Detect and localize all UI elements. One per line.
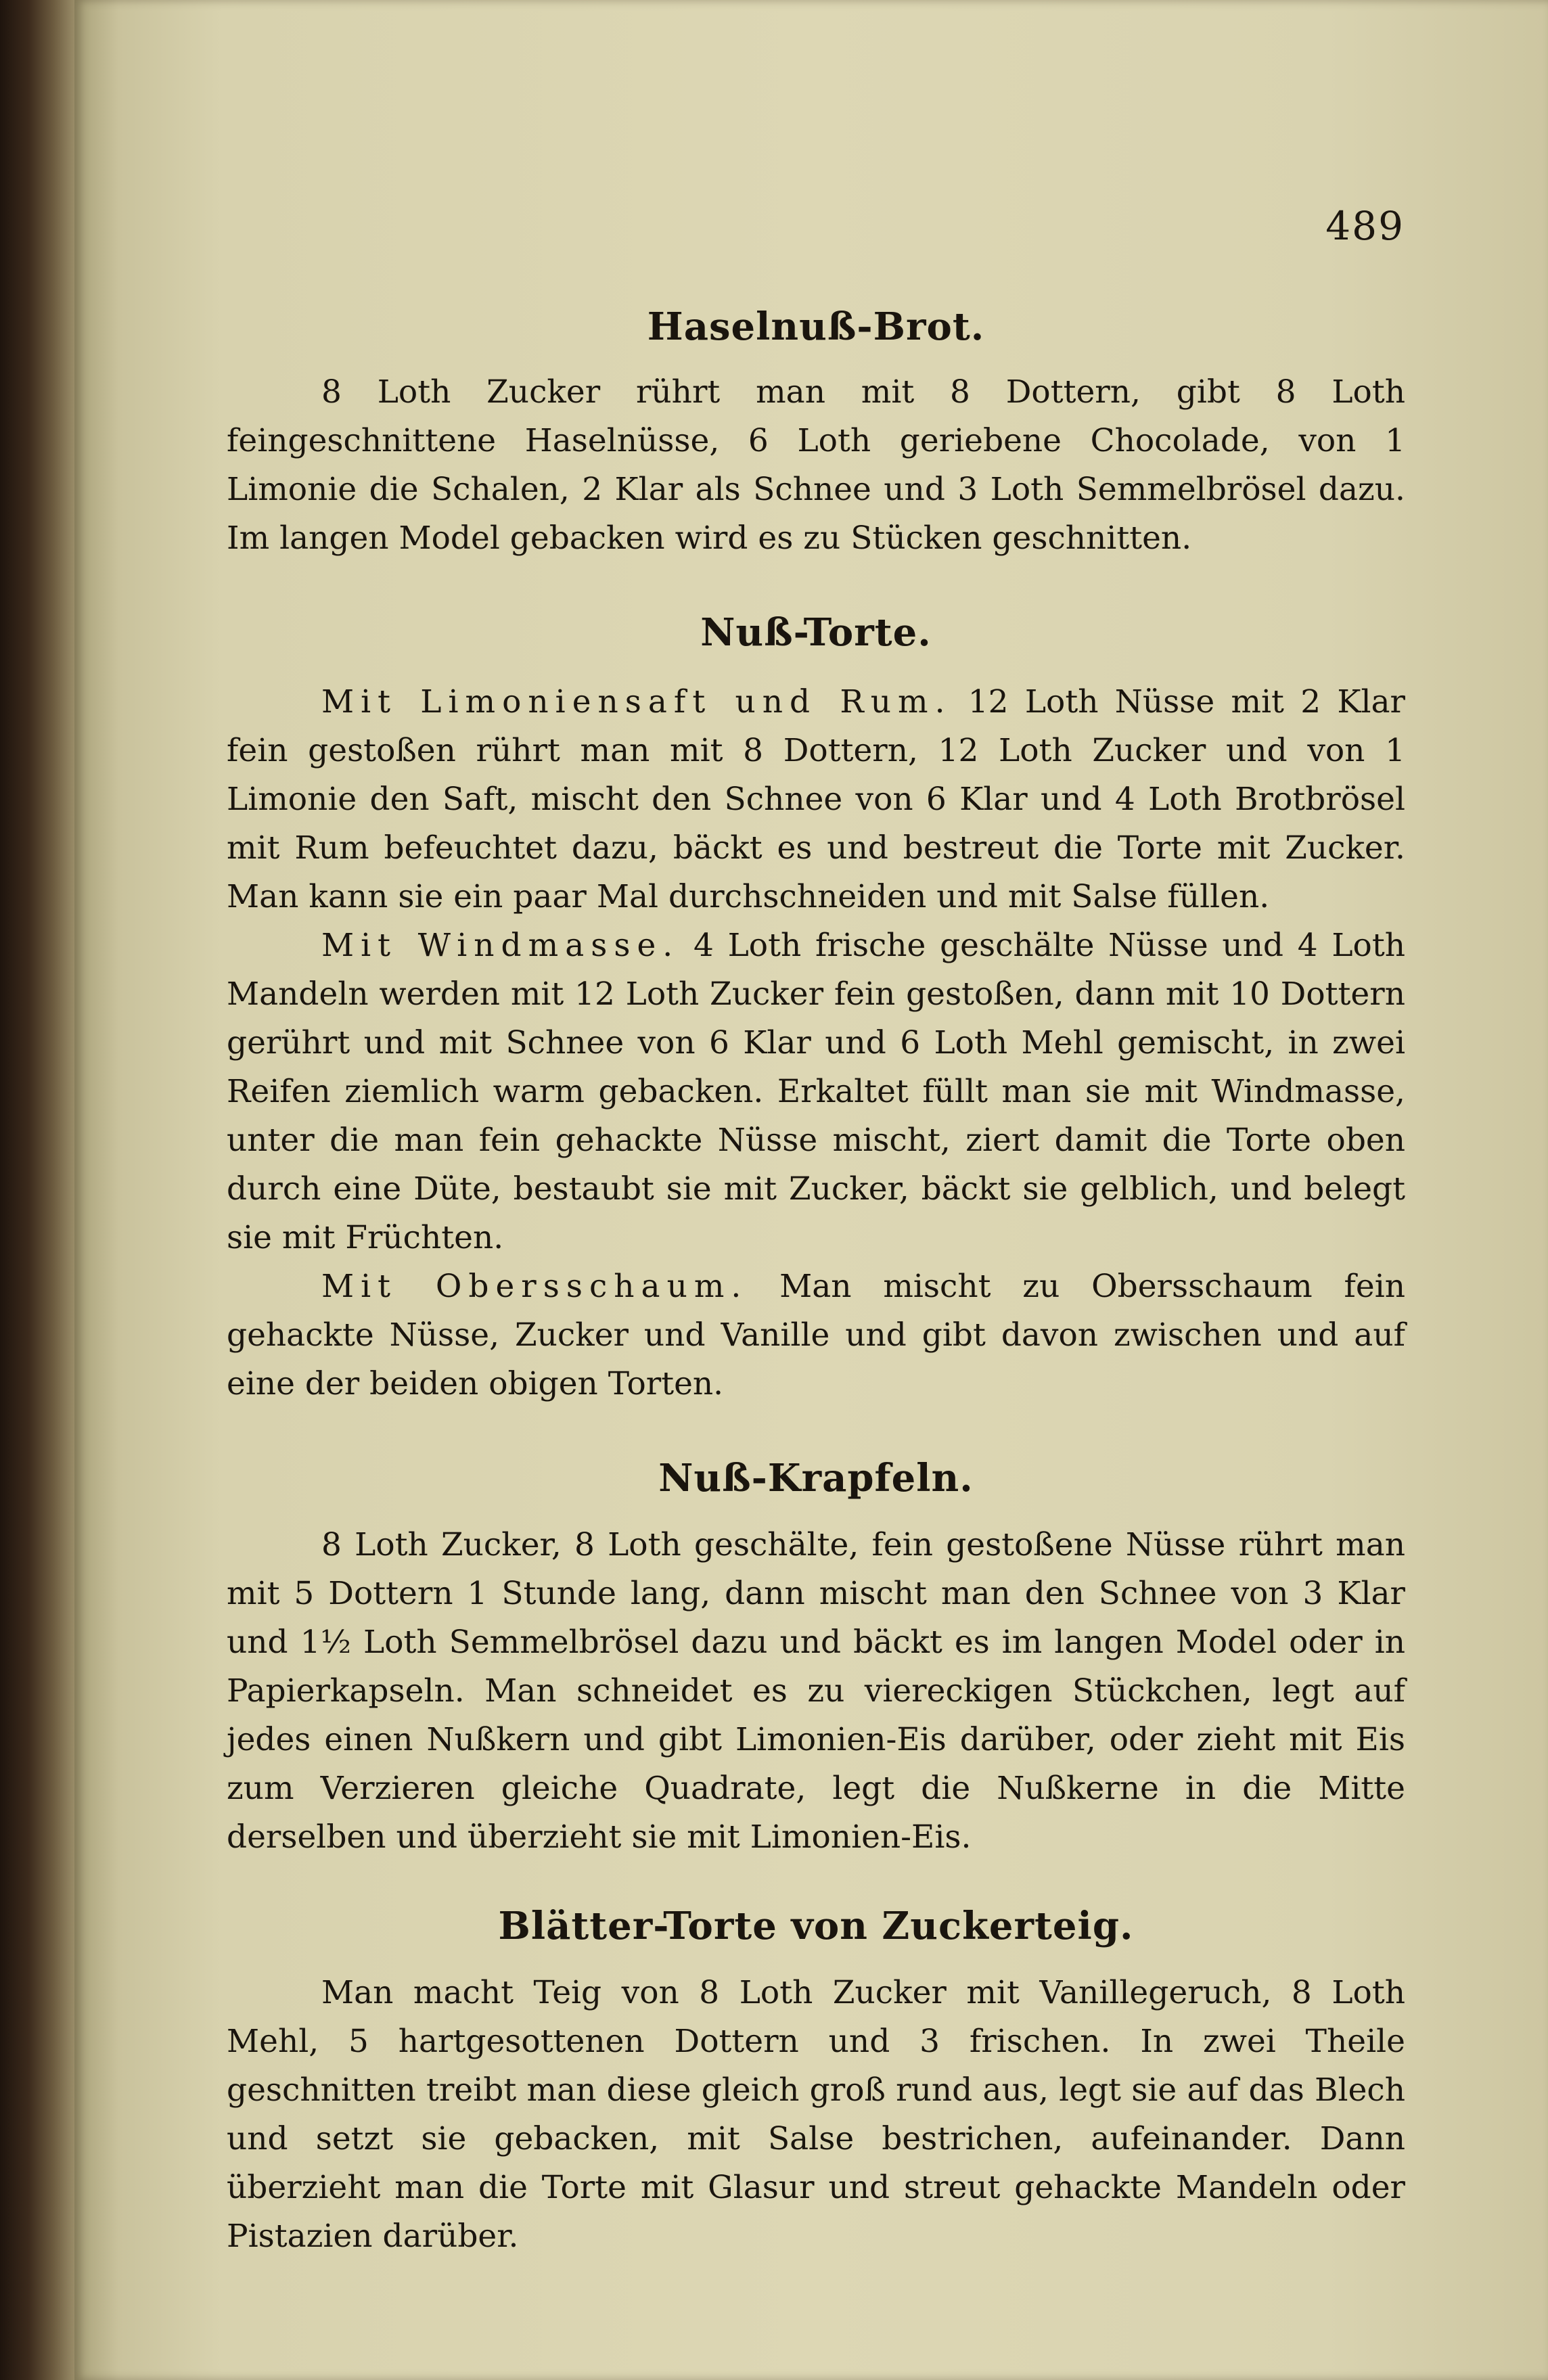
recipe-paragraph (227, 678, 1405, 921)
recipe-paragraph (227, 921, 1405, 1262)
recipe-text: Man mischt zu Obersschaum fein gehackte Nüsse, Zucker und Vanille und gibt davon zwischen und auf eine der beiden obigen Torten. (227, 1268, 1406, 1402)
recipe-title-haselnuss-brot: Haselnuß-Brot. (647, 304, 985, 349)
variant-lead: Mit Windmasse. (321, 927, 680, 964)
recipe-text: 8 Loth Zucker, 8 Loth geschälte, fein gestoßene Nüsse rührt man mit 5 Dottern 1 Stunde lang, dann mischt man den Schnee von 3 Klar und 1½ Loth Semmelbrösel dazu und bäckt es im langen Model oder in Papierkapseln. Man schneidet es zu viereckigen Stückchen, legt auf jedes einen Nußkern und gibt Limonien-Eis darüber, oder zieht mit Eis zum Verzieren gleiche Quadrate, legt die Nußkerne in die Mitte derselben und überzieht sie mit Limonien-Eis. (227, 1526, 1405, 1856)
page-number: 489 (1325, 203, 1405, 249)
book-page (74, 0, 1548, 2380)
recipe-paragraph (227, 1262, 1405, 1409)
recipe-text: 4 Loth frische geschälte Nüsse und 4 Loth Mandeln werden mit 12 Loth Zucker fein gestoßen, dann mit 10 Dottern gerührt und mit Schnee von 6 Klar und 6 Loth Mehl gemischt, in zwei Reifen ziemlich warm gebacken. Erkaltet füllt man sie mit Windmasse, unter die man fein gehackte Nüsse mischt, ziert damit die Torte oben durch eine Düte, bestaubt sie mit Zucker, bäckt sie gelblich, und belegt sie mit Früchten. (227, 927, 1405, 1256)
variant-lead: Mit Limoniensaft und Rum. (321, 683, 952, 720)
recipe-paragraph (227, 1521, 1405, 1862)
page-content (227, 304, 1405, 2261)
recipe-title-nuss-torte: Nuß-Torte. (700, 610, 932, 655)
book-binding-edge (0, 0, 81, 2380)
recipe-text: Man macht Teig von 8 Loth Zucker mit Vanillegeruch, 8 Loth Mehl, 5 hartgesottenen Dottern und 3 frischen. In zwei Theile geschnitten treibt man diese gleich groß rund aus, legt sie auf das Blech und setzt sie gebacken, mit Salse bestrichen, aufeinander. Dann überzieht man die Torte mit Glasur und streut gehackte Mandeln oder Pistazien darüber. (227, 1974, 1405, 2255)
recipe-title-nuss-krapfeln: Nuß-Krapfeln. (658, 1456, 974, 1501)
recipe-text: 8 Loth Zucker rührt man mit 8 Dottern, gibt 8 Loth feingeschnittene Haselnüsse, 6 Loth geriebene Chocolade, von 1 Limonie die Schalen, 2 Klar als Schnee und 3 Loth Semmelbrösel dazu. Im langen Model gebacken wird es zu Stücken geschnitten. (227, 373, 1405, 557)
recipe-paragraph (227, 368, 1405, 563)
recipe-paragraph (227, 1969, 1405, 2261)
recipe-title-blaetter-torte: Blätter-Torte von Zuckerteig. (498, 1904, 1134, 1948)
recipe-text: 12 Loth Nüsse mit 2 Klar fein gestoßen rührt man mit 8 Dottern, 12 Loth Zucker und von 1 Limonie den Saft, mischt den Schnee von 6 Klar und 4 Loth Brotbrösel mit Rum befeuchtet dazu, bäckt es und bestreut die Torte mit Zucker. Man kann sie ein paar Mal durchschneiden und mit Salse füllen. (227, 683, 1405, 915)
variant-lead: Mit Obersschaum. (321, 1268, 748, 1305)
